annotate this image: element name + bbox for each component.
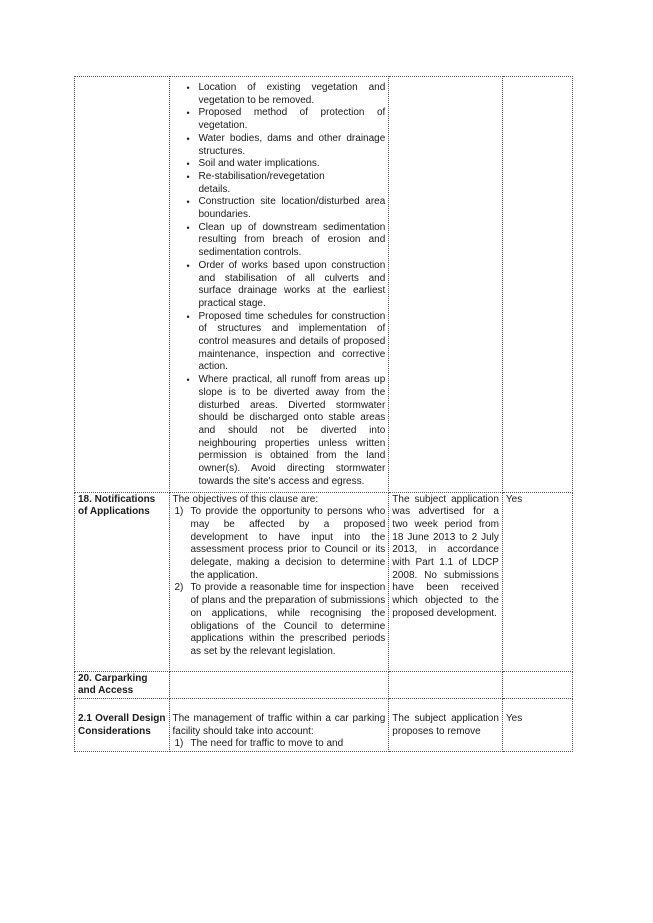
list-item [173, 738, 386, 751]
list-item: • Clean up of downstream sedimentation resulting from breach of erosion and sedimentation controls. [173, 222, 386, 260]
item-number: 1) [174, 738, 184, 750]
item-number: 2) [174, 582, 184, 594]
comment-cell: The subject application proposes to remove [389, 699, 503, 752]
requirements-cell [169, 699, 389, 752]
numbered-list [173, 738, 386, 751]
table-row [75, 699, 573, 752]
table-row [75, 492, 573, 671]
list-item: • Proposed method of protection of vegetation. [173, 107, 386, 132]
item-text: To provide a reasonable time for inspection of plans and the preparation of submissions on applications, while recognising the obligations of the Council to determine applications within the prescribed periods as set by the relevant legislation. [190, 582, 386, 657]
requirements-cell [169, 671, 389, 698]
comment-cell: The subject application was advertised for a two week period from 18 June 2013 to 2 July 2013, in accordance with Part 1.1 of LDCP 2008. No submissions have been received which objected to the proposed development. [389, 492, 503, 671]
list-item: • Construction site location/disturbed area boundaries. [173, 196, 386, 221]
table-row [75, 671, 573, 698]
item-text: The need for traffic to move to and [190, 738, 344, 750]
compliance-table [74, 76, 573, 752]
list-item: • Proposed time schedules for construction of structures and implementation of control measures and details of proposed maintenance, inspection and corrective action. [173, 311, 386, 375]
list-item: • Water bodies, dams and other drainage structures. [173, 133, 386, 158]
comment-cell [389, 671, 503, 698]
section-heading: 20. Carparking and Access [75, 671, 170, 698]
numbered-list [173, 506, 386, 658]
item-text: To provide the opportunity to persons who may be affected by a proposed development to have input into the assessment process prior to Council or its delegate, making a decision to determine the application. [190, 506, 386, 581]
complies-cell [502, 671, 572, 698]
item-number: 1) [174, 506, 184, 518]
management-intro: The management of traffic within a car parking facility should take into account: [172, 713, 386, 737]
section-heading: 2.1 Overall Design Considerations [78, 713, 166, 737]
list-item [173, 506, 386, 582]
section-heading: 18. Notifications of Applications [75, 492, 170, 671]
heading-cell [75, 699, 170, 752]
requirements-cell [169, 77, 389, 493]
list-item: • Location of existing vegetation and vegetation to be removed. [173, 82, 386, 107]
complies-value: Yes [502, 492, 572, 671]
heading-cell [75, 77, 170, 493]
table-row [75, 77, 573, 493]
list-item [173, 582, 386, 658]
complies-value: Yes [502, 699, 572, 752]
objectives-intro: The objectives of this clause are: [172, 493, 319, 505]
comment-cell [389, 77, 503, 493]
list-item: • Re-stabilisation/revegetation details. [173, 171, 386, 196]
list-item: • Order of works based upon construction and stabilisation of all culverts and surface drainage works at the earliest practical stage. [173, 260, 386, 311]
list-item: • Where practical, all runoff from areas up slope is to be diverted away from the disturbed areas. Diverted stormwater should be discharged onto stable areas and should not be diverted into neighbouring properties unless written permission is obtained from the land owner(s). Avoid directing stormwater towards the site's access and egress. [173, 374, 386, 488]
bullet-list [173, 82, 386, 489]
requirements-cell [169, 492, 389, 671]
complies-cell [502, 77, 572, 493]
list-item: • Soil and water implications. [173, 158, 386, 171]
